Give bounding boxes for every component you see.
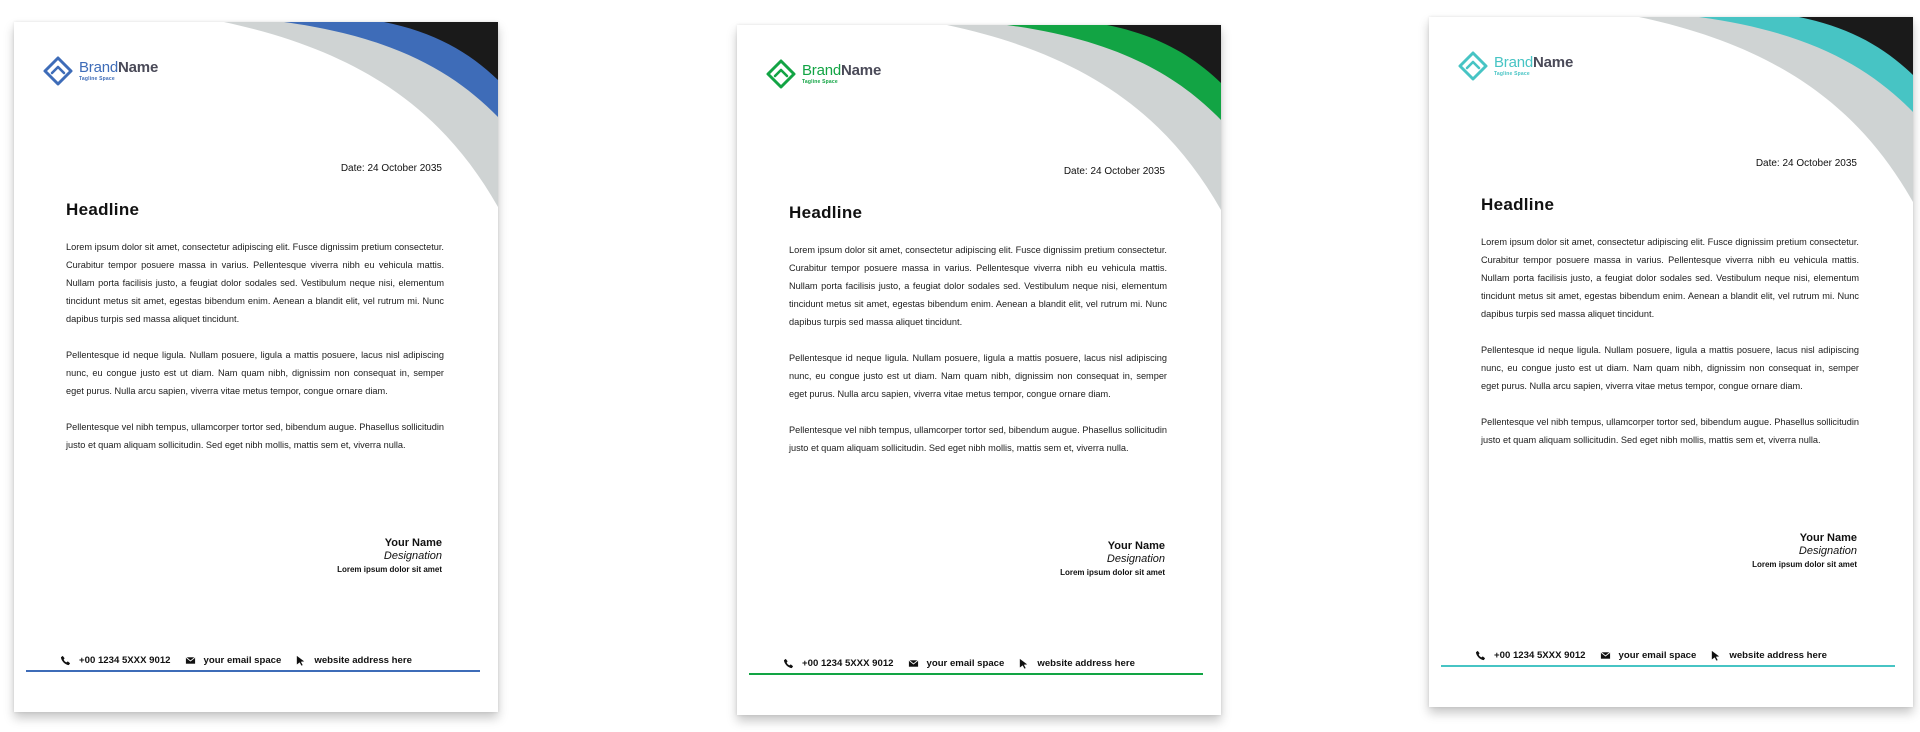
body-paragraph: Pellentesque vel nibh tempus, ullamcorper tortor sed, bibendum augue. Phasellus sollicitudin justo et quam aliquam sollicitudin. Sed eget nibh mollis, mattis sem et, viverra nulla. [789, 425, 1167, 453]
signer-designation: Designation [1106, 553, 1165, 565]
footer-phone: +00 1234 5XXX 9012 [802, 658, 894, 669]
brand-mark-icon [42, 55, 74, 87]
letter-body [66, 238, 444, 472]
brand-tagline: Tagline Space [1494, 71, 1530, 77]
contact-footer [783, 658, 1135, 669]
signer-subtitle: Lorem ipsum dolor sit amet [1060, 568, 1165, 577]
letter-body [789, 241, 1167, 475]
corner-wave-decoration [737, 25, 1221, 225]
brand-name-part2: Name [1533, 54, 1574, 71]
letter-date: Date: 24 October 2035 [1063, 166, 1165, 177]
letter-headline: Headline [66, 200, 140, 219]
letter-headline: Headline [789, 203, 863, 222]
brand-tagline: Tagline Space [79, 76, 115, 82]
signature-block [337, 536, 442, 576]
signer-name: Your Name [384, 537, 442, 549]
body-paragraph: Pellentesque id neque ligula. Nullam posuere, ligula a mattis posuere, lacus nisl adipiscing nunc, eu congue justo est ut diam. Nam quam nibh, dignissim non consequat in, semper eget purus. Nulla arcu sapien, viverra vitae metus tempor, congue ornare diam. [1481, 345, 1859, 391]
brand-name-part2: Name [118, 59, 159, 76]
body-paragraph: Lorem ipsum dolor sit amet, consectetur adipiscing elit. Fusce dignissim pretium consectetur. Curabitur tempor posuere massa in varius. Pellentesque viverra nibh eu vehicula mattis. Nullam porta facilisis justo, a feugiat dolor sodales sed. Vestibulum neque nisi, elementum tincidunt metus sit amet, egestas bibendum enim. Aenean a blandit elit, vel rutrum mi. Nunc dapibus turpis sed massa aliquet tincidunt. [789, 245, 1167, 327]
brand-tagline: Tagline Space [802, 79, 838, 85]
letter-headline: Headline [1481, 195, 1555, 214]
signer-name: Your Name [1107, 540, 1165, 552]
footer-website: website address here [1037, 658, 1135, 669]
email-icon [185, 655, 196, 666]
body-paragraph: Pellentesque id neque ligula. Nullam posuere, ligula a mattis posuere, lacus nisl adipiscing nunc, eu congue justo est ut diam. Nam quam nibh, dignissim non consequat in, semper eget purus. Nulla arcu sapien, viverra vitae metus tempor, congue ornare diam. [66, 350, 444, 396]
corner-wave-decoration [14, 22, 498, 222]
brand-logo [765, 56, 881, 92]
footer-email: your email space [203, 655, 282, 666]
brand-mark-icon [1457, 50, 1489, 82]
contact-footer [60, 655, 412, 666]
letter-date: Date: 24 October 2035 [340, 163, 442, 174]
brand-logo [1457, 48, 1573, 84]
footer-accent-line [749, 673, 1203, 675]
email-icon [908, 658, 919, 669]
letterhead-sheet-blue [14, 22, 498, 712]
brand-name-part2: Name [841, 62, 882, 79]
brand-mark-icon [765, 58, 797, 90]
signer-designation: Designation [1798, 545, 1857, 557]
signer-subtitle: Lorem ipsum dolor sit amet [337, 565, 442, 574]
footer-phone: +00 1234 5XXX 9012 [1494, 650, 1586, 661]
body-paragraph: Lorem ipsum dolor sit amet, consectetur adipiscing elit. Fusce dignissim pretium consectetur. Curabitur tempor posuere massa in varius. Pellentesque viverra nibh eu vehicula mattis. Nullam porta facilisis justo, a feugiat dolor sodales sed. Vestibulum neque nisi, elementum tincidunt metus sit amet, egestas bibendum enim. Aenean a blandit elit, vel rutrum mi. Nunc dapibus turpis sed massa aliquet tincidunt. [1481, 237, 1859, 319]
phone-icon [1475, 650, 1486, 661]
body-paragraph: Pellentesque vel nibh tempus, ullamcorper tortor sed, bibendum augue. Phasellus sollicitudin justo et quam aliquam sollicitudin. Sed eget nibh mollis, mattis sem et, viverra nulla. [66, 422, 444, 450]
cursor-icon [1710, 650, 1721, 661]
body-paragraph: Pellentesque vel nibh tempus, ullamcorper tortor sed, bibendum augue. Phasellus sollicitudin justo et quam aliquam sollicitudin. Sed eget nibh mollis, mattis sem et, viverra nulla. [1481, 417, 1859, 445]
footer-email: your email space [1618, 650, 1697, 661]
brand-name-part1: Brand [1494, 54, 1534, 71]
footer-website: website address here [1729, 650, 1827, 661]
phone-icon [60, 655, 71, 666]
signer-subtitle: Lorem ipsum dolor sit amet [1752, 560, 1857, 569]
signer-name: Your Name [1799, 532, 1857, 544]
letterhead-sheet-teal [1429, 17, 1913, 707]
letter-body [1481, 233, 1859, 467]
footer-accent-line [1441, 665, 1895, 667]
footer-email: your email space [926, 658, 1005, 669]
letterhead-sheet-green [737, 25, 1221, 715]
email-icon [1600, 650, 1611, 661]
body-paragraph: Pellentesque id neque ligula. Nullam posuere, ligula a mattis posuere, lacus nisl adipiscing nunc, eu congue justo est ut diam. Nam quam nibh, dignissim non consequat in, semper eget purus. Nulla arcu sapien, viverra vitae metus tempor, congue ornare diam. [789, 353, 1167, 399]
signature-block [1060, 539, 1165, 579]
phone-icon [783, 658, 794, 669]
corner-wave-decoration [1429, 17, 1913, 217]
signer-designation: Designation [383, 550, 442, 562]
brand-name-part1: Brand [79, 59, 119, 76]
footer-website: website address here [314, 655, 412, 666]
contact-footer [1475, 650, 1827, 661]
signature-block [1752, 531, 1857, 571]
footer-phone: +00 1234 5XXX 9012 [79, 655, 171, 666]
letter-date: Date: 24 October 2035 [1755, 158, 1857, 169]
cursor-icon [1018, 658, 1029, 669]
body-paragraph: Lorem ipsum dolor sit amet, consectetur adipiscing elit. Fusce dignissim pretium consectetur. Curabitur tempor posuere massa in varius. Pellentesque viverra nibh eu vehicula mattis. Nullam porta facilisis justo, a feugiat dolor sodales sed. Vestibulum neque nisi, elementum tincidunt metus sit amet, egestas bibendum enim. Aenean a blandit elit, vel rutrum mi. Nunc dapibus turpis sed massa aliquet tincidunt. [66, 242, 444, 324]
brand-logo [42, 53, 158, 89]
footer-accent-line [26, 670, 480, 672]
cursor-icon [295, 655, 306, 666]
brand-name-part1: Brand [802, 62, 842, 79]
